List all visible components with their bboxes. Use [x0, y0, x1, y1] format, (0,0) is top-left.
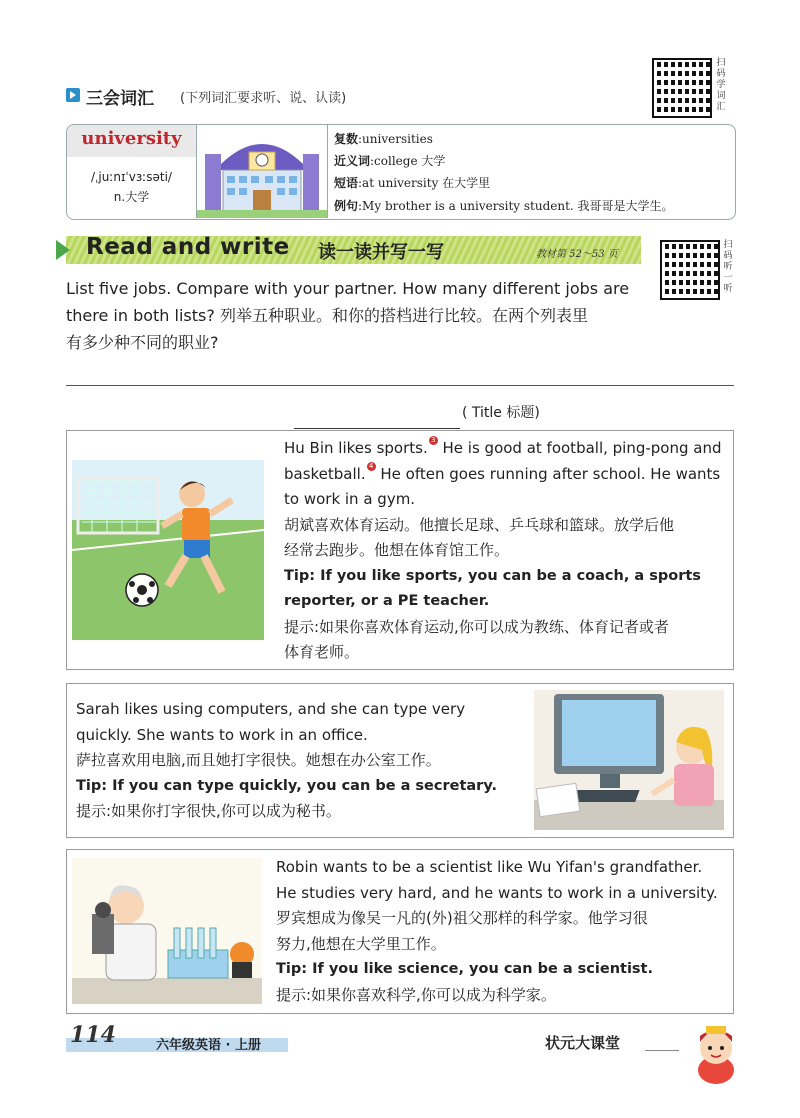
qr-code-listen-icon[interactable] — [660, 240, 720, 300]
instruction-line-3: 有多少种不同的职业? — [66, 333, 219, 352]
vocab-part-of-speech: n.大学 — [113, 190, 150, 204]
card1-tip-1: Tip: If you like sports, you can be a coach, a sports — [284, 567, 701, 584]
footnote-4-icon: 4 — [367, 462, 376, 471]
card2-line-1: Sarah likes using computers, and she can type very — [76, 700, 466, 718]
instruction-line-2: there in both lists? 列举五种职业。和你的搭档进行比较。在两个列表里 — [66, 306, 588, 325]
card2-cn-1: 萨拉喜欢用电脑,而且她打字很快。她想在办公室工作。 — [76, 751, 441, 769]
scientist-illustration — [72, 858, 262, 1004]
football-illustration — [72, 460, 264, 640]
computer-illustration — [534, 690, 724, 830]
card1-tip-2: reporter, or a PE teacher. — [284, 593, 490, 609]
footer-grade: 六年级英语 · 上册 — [156, 1038, 261, 1053]
footer-brand: 状元大课堂 — [545, 1034, 621, 1052]
banner-title-cn: 读一读并写一写 — [318, 242, 444, 263]
card1-cn-1: 胡斌喜欢体育运动。他擅长足球、乒乓球和篮球。放学后他 — [284, 515, 675, 534]
vocab-plural: 复数:universities — [334, 132, 433, 146]
card2-tipcn-1: 提示:如果你打字很快,你可以成为秘书。 — [76, 802, 341, 820]
vocab-synonym: 近义词:college 大学 — [334, 154, 446, 168]
card1-tipcn-2: 体育老师。 — [284, 643, 360, 661]
banner-page-ref: 教材第 52～53 页 — [536, 249, 618, 260]
card3-cn-2: 努力,他想在大学里工作。 — [276, 934, 446, 953]
card2-line-2: quickly. She wants to work in an office. — [76, 725, 368, 744]
qr-vocab-label: 扫 码 学 词 汇 — [716, 58, 726, 112]
vocab-picture-cell — [197, 124, 328, 218]
qr-code-vocab-icon[interactable] — [652, 58, 712, 118]
banner-title: Read and write — [86, 234, 290, 260]
divider — [66, 385, 734, 386]
banner-arrow-icon — [56, 240, 70, 260]
vocab-phonetic: /ˌjuːnɪˈvɜːsəti/ — [91, 170, 172, 184]
card1-text — [284, 436, 728, 666]
vocab-example: 例句:My brother is a university student. 我哥哥是大学生。 — [334, 199, 674, 213]
card3-line-1: Robin wants to be a scientist like Wu Yifan's grandfather. — [276, 858, 703, 876]
page-number: 114 — [70, 1022, 116, 1048]
title-input-line[interactable] — [294, 428, 460, 429]
mascot-icon — [686, 1020, 746, 1086]
card3-text — [276, 855, 728, 1008]
title-label: ( Title 标题) — [462, 405, 540, 421]
card2-text — [76, 697, 522, 825]
card3-tip-1: Tip: If you like science, you can be a scientist. — [276, 961, 653, 977]
card1-cn-2: 经常去跑步。他想在体育馆工作。 — [284, 541, 510, 559]
section-arrow-icon — [66, 88, 80, 102]
card1-line-3: to work in a gym. — [284, 490, 416, 508]
section-note: (下列词汇要求听、说、认读) — [180, 91, 347, 106]
vocab-word: university — [81, 128, 182, 149]
university-building-illustration — [197, 124, 327, 218]
instruction-line-1: List five jobs. Compare with your partner. How many different jobs are — [66, 279, 630, 298]
footer-line — [645, 1050, 679, 1051]
card1-line-2: basketball. 4 He often goes running after school. He wants — [284, 461, 721, 483]
card1-line-1: Hu Bin likes sports. 3 He is good at football, ping-pong and — [284, 436, 722, 457]
card1-tipcn-1: 提示:如果你喜欢体育运动,你可以成为教练、体育记者或者 — [284, 617, 669, 636]
card3-line-2: He studies very hard, and he wants to work in a university. — [276, 883, 718, 902]
section-title: 三会词汇 — [86, 89, 154, 109]
card2-tip-1: Tip: If you can type quickly, you can be a secretary. — [76, 777, 497, 794]
card3-tipcn-1: 提示:如果你喜欢科学,你可以成为科学家。 — [276, 985, 556, 1004]
footnote-3-icon: 3 — [429, 436, 438, 445]
qr-listen-label: 扫 码 听 一 听 — [723, 240, 733, 294]
vocab-phrase: 短语:at university 在大学里 — [334, 176, 491, 190]
card3-cn-1: 罗宾想成为像吴一凡的(外)祖父那样的科学家。他学习很 — [276, 909, 648, 927]
